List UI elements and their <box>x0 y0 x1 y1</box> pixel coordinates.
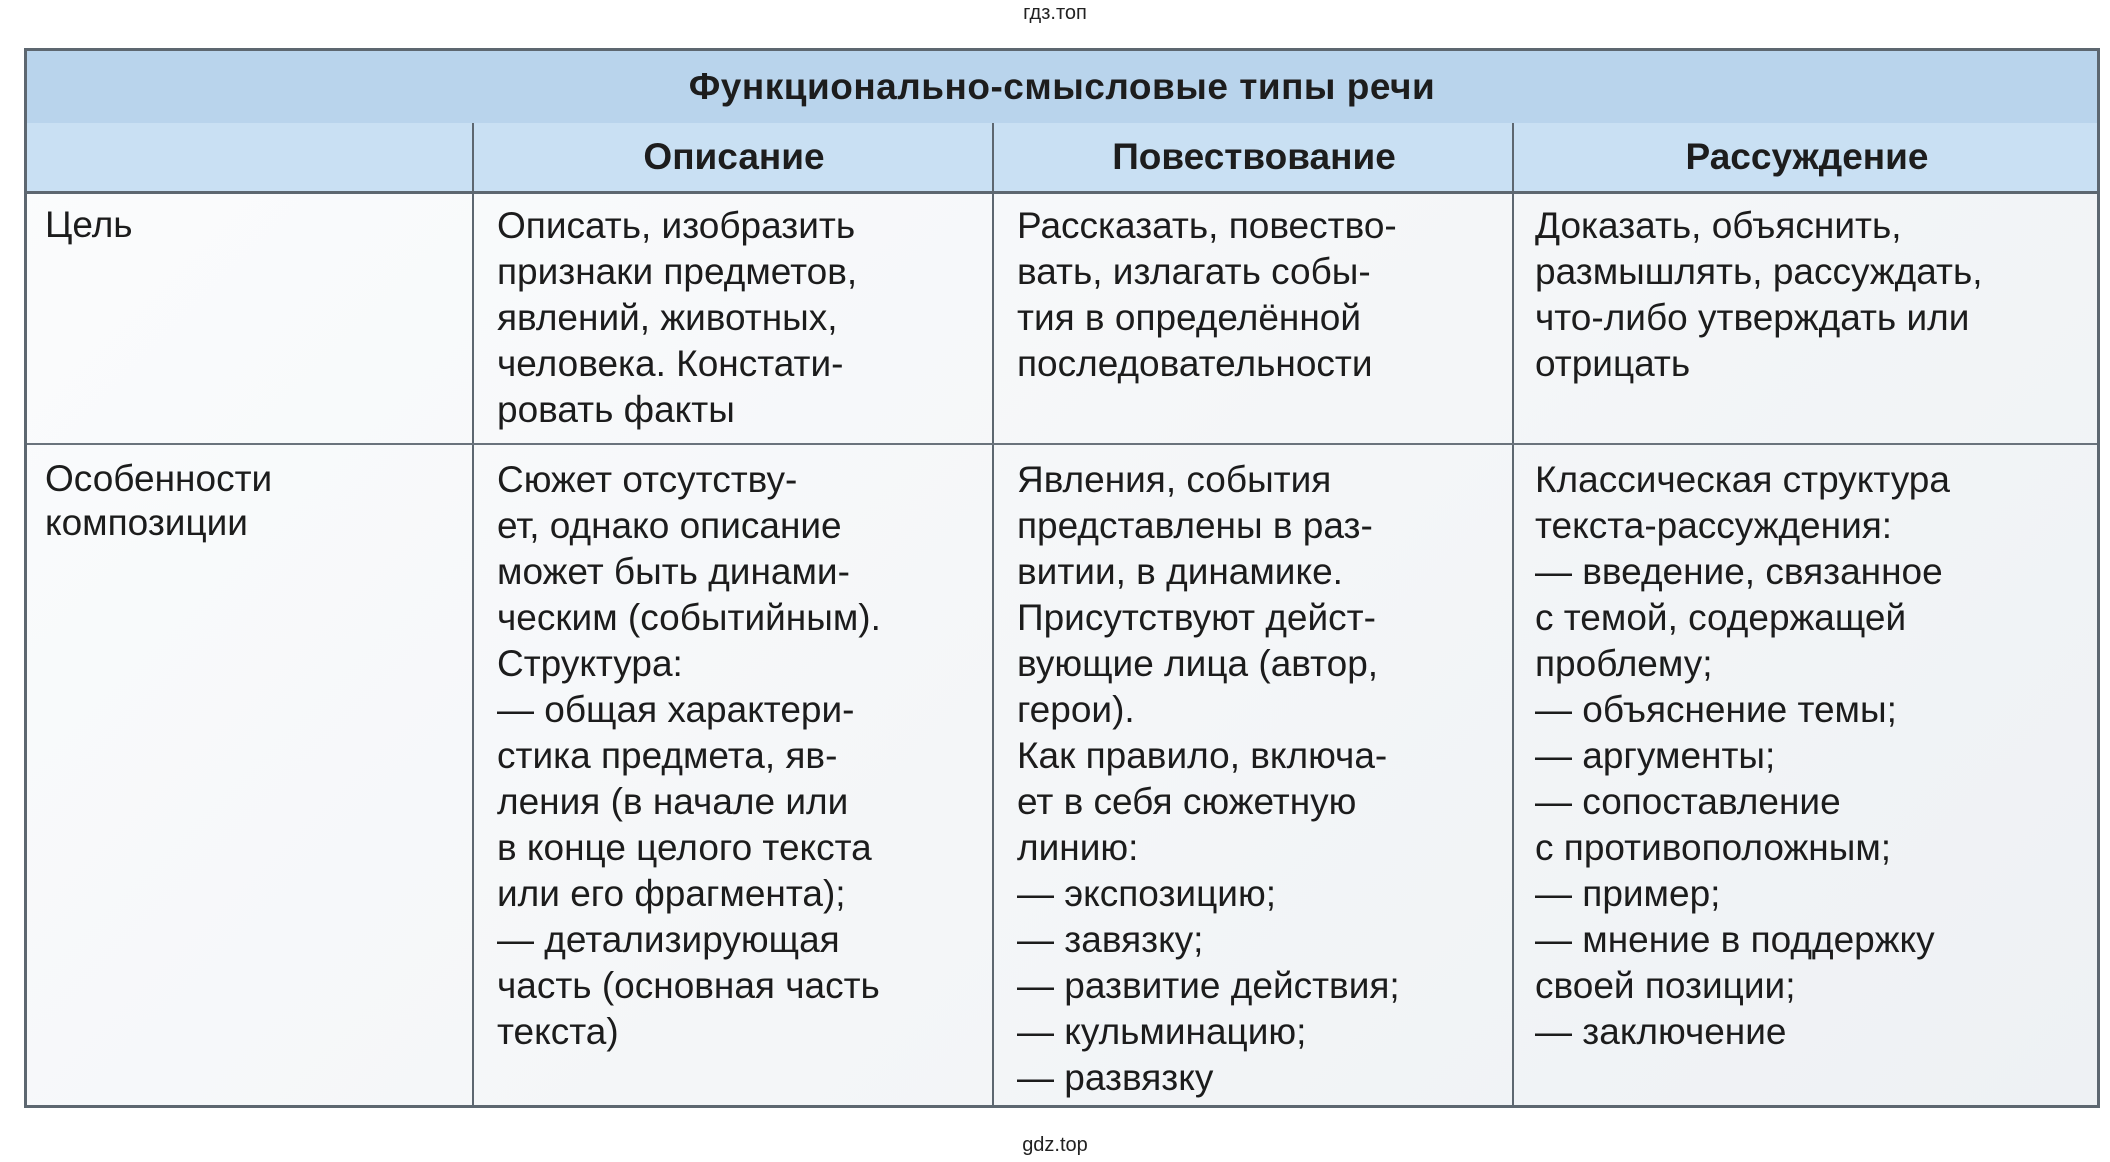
column-divider-2 <box>992 123 994 1108</box>
cell-goal-reasoning: Доказать, объяснить, размышлять, рассуждать, что-либо утверждать или отрицать <box>1535 205 1983 384</box>
column-divider-3 <box>1512 123 1514 1108</box>
row-label-composition: Особенности композиции <box>45 458 273 543</box>
cell-goal-narration: Рассказать, повество- вать, излагать собы- тия в определённой последовательности <box>1017 205 1397 384</box>
row-label-goal: Цель <box>45 204 133 245</box>
watermark-top: гдз.топ <box>1023 2 1087 24</box>
column-header-narration: Повествование <box>1112 136 1396 177</box>
table-header-row <box>27 123 2097 194</box>
speech-types-table <box>24 48 2100 1108</box>
cell-composition-reasoning: Классическая структура текста-рассуждения: — введение, связанное с темой, содержащей проблему; — объяснение темы; — аргументы; — сопоставление с противоположным; — пример; — мнение в поддержку своей позиции; — заключение <box>1535 459 1950 1052</box>
cell-goal-description: Описать, изобразить признаки предметов, явлений, животных, человека. Констати- ровать факты <box>497 205 858 430</box>
column-header-reasoning: Рассуждение <box>1685 136 1929 177</box>
column-divider-1 <box>472 123 474 1108</box>
column-header-description: Описание <box>643 136 825 177</box>
cell-composition-description: Сюжет отсутству- ет, однако описание может быть динами- ческим (событийным). Структура: — общая характери- стика предмета, яв- ления (в начале или в конце целого текста или его фрагмента); — детализирующая часть (основная часть текста) <box>497 459 881 1052</box>
cell-composition-narration: Явления, события представлены в раз- витии, в динамике. Присутствуют дейст- вующие лица (автор, герои). Как правило, включа- ет в себя сюжетную линию: — экспозицию; — завязку; — развитие действия; — кульминацию; — развязку <box>1017 459 1400 1098</box>
watermark-bottom: gdz.top <box>1022 1134 1088 1156</box>
table-title: Функционально-смысловые типы речи <box>27 51 2097 125</box>
row-divider <box>27 443 2097 445</box>
